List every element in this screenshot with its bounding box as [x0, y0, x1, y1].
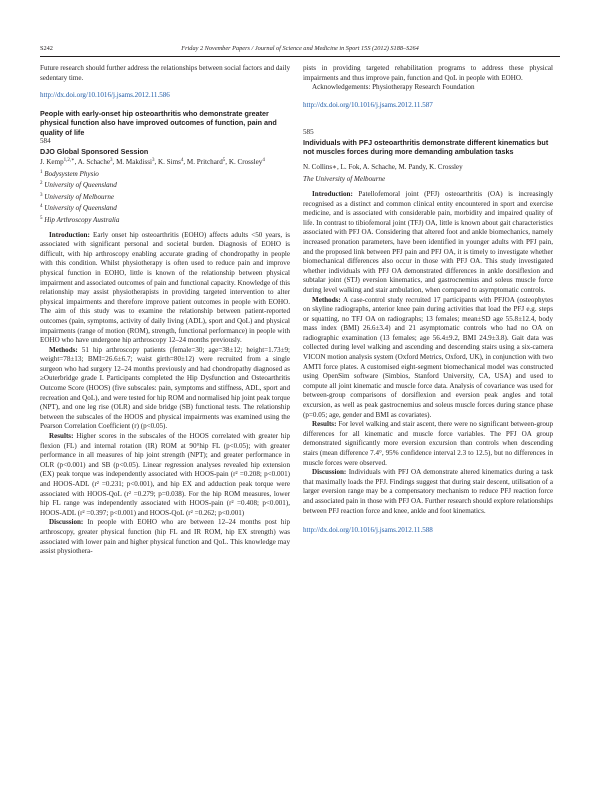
discussion-paragraph: Discussion: Individuals with PFJ OA demonstrate altered kinematics during a task that maximally loads the PFJ. Findings suggest that during stair descent, utilisation of a larger eversion range may be a compensatory mechanism to reduce PFJ reaction force and associated pain in those with PFJ OA. Further research should explore relationships between PFJ reaction force and knee, ankle and foot kinematics.	[303, 468, 553, 515]
methods-paragraph: Methods: 51 hip arthroscopy patients (female=30; age=38±12; height=1.73±9; weight=78±13; BMI=26.6±6.7; waist girth=80±12) were recruited from a single surgeon who had surgery 12–24 months previously and had chondropathy diagnosed as ≥Outerbridge grade I. Participants completed the Hip Dysfunction and Osteoarthritis Outcome Score (HOOS) (five subscales: pain, symptoms and stiffness, ADL, sport and recreation and QoL), and were tested for hip ROM and normalised hip joint peak torque (NPT), and one leg rise (OLR) and side bridge (SB) functional tests. The relationship between the subscales of the HOOS and physical impairments was examined using the Pearson Correlation Coefficient (r) (p<0.05).	[40, 345, 290, 431]
author: M. Pritchard	[186, 158, 223, 166]
acknowledgements: Acknowledgements: Physiotherapy Research Foundation	[312, 83, 475, 92]
abstract-number: 585	[303, 128, 314, 137]
affiliation: $^4$ University of Queensland	[40, 204, 117, 213]
introduction-paragraph: Introduction: Early onset hip osteoarthritis (EOHO) affects adults <50 years, is associated with significant personal and societal burden. Diagnosis of EOHO is difficult, with hip arthroscopy enabling accurate grading of chondropathy in people with this condition. Whilst physiotherapy is often used to reduce pain and improve physical function in EOHO, little is known of the relationship between physical impairment and associated outcomes of pain and functional capacity. Knowledge of this relationship may assist physiotherapists in providing targeted intervention to alter physical impairments and therefore improve patient outcomes in people with EOHO. The aim of this study was to examine the relationship between patient-reported outcomes (pain, symptoms, activity of daily living (ADL), sport and QoL) and physical impairments (range of motion (ROM), strength, functional performance) in people with EOHO who have undergone hip arthroscopy 12–24 months previously.	[40, 230, 291, 345]
right-column	[303, 64, 553, 544]
affiliation: $^3$ University of Melbourne	[40, 192, 115, 201]
abstract-number: 584	[40, 137, 51, 145]
discussion-paragraph: Discussion: In people with EOHO who are between 12–24 months post hip arthroscopy, greater physical function (hip FL and IR ROM, hip EX strength) was associated with lower pain and higher physical function and QoL. This knowledge may assist physiothera-	[40, 518, 290, 556]
introduction-paragraph: Introduction: Patellofemoral joint (PFJ) osteoarthritis (OA) is increasingly recognised as a distinct and common clinical entity encountered in sport and exercise medicine, and is associated with considerable pain, morbidity and impaired quality of life. In contrast to tibiofemoral joint (TFJ) OA, little is known about gait characteristics associated with PFJ OA. Considering that altered foot and ankle biomechanics, namely increased pronation parameters, have been identified in younger adults with PFJ pain, and the proposed link between PFJ pain and PFJ OA, it is timely to investigate whether biomechanical differences also occur in those with PFJ OA. This study investigated whether individuals with PFJ OA demonstrated differences in ankle dorsiflexion and subtalar joint (STJ) eversion kinematics, and gastrocnemius and soleus muscle force during level walking and stair ambulation, when compared to asymptomatic controls.	[303, 189, 553, 294]
affiliation: The University of Melbourne	[303, 175, 386, 184]
author: A. Schache	[77, 158, 111, 166]
abstract-title: Individuals with PFJ osteoarthritis demonstrate different kinematics but not muscles forces during more demanding ambulation tasks	[303, 137, 549, 157]
abstract-title: People with early-onset hip osteoarthritis who demonstrate greater physical function also have improved outcomes of function, pain and quality of life	[40, 108, 277, 137]
running-header	[40, 44, 560, 54]
continued-text: Future research should further address the relationships between social factors and daily sedentary time.	[40, 64, 290, 82]
author-list: N. Collins∗, L. Fok, A. Schache, M. Pandy, K. Crossley	[303, 162, 463, 171]
author: K. Crossley	[228, 158, 263, 166]
author-list: J. Kemp$^{1,2,∗}$, A. Schache$^3$, M. Makdissi$^3$, K. Sims$^4$, M. Pritchard$^5$, K. Crossley$^4$	[40, 158, 265, 166]
session-title: DJO Global Sponsored Session	[40, 146, 149, 156]
author: M. Makdissi	[116, 158, 152, 166]
doi-link[interactable]: http://dx.doi.org/10.1016/j.jsams.2012.11.587	[303, 100, 433, 109]
journal-citation: Friday 2 November Papers / Journal of Science and Medicine in Sport 15S (2012) S188–S264	[181, 45, 419, 52]
left-column	[40, 64, 290, 557]
results-paragraph: Results: Higher scores in the subscales of the HOOS correlated with greater hip flexion (FL) and internal rotation (IR) ROM at 90°hip FL (p<0.05); with greater performance in all measures of hip joint strength (NPT); and greater performance in OLR (p<0.001) and SB (p<0.05). Linear regression analyses revealed hip extension (EX) peak torque was independently associated with HOOS-pain (r² =0.208; p<0.001) and HOOS-ADL (r² =0.231; p<0.001), and hip EX and adduction peak torque were associated with HOOS-QoL (r² =0.279; p=0.038). For the hip ROM measures, lower hip FL range was independently associated with HOOS-pain (r² =0.408; p<0.001), HOOS-ADL (r² =0.397; p<0.001) and HOOS-QoL (r² =0.262; p<0.001)	[40, 432, 290, 517]
affiliation: $^1$ Bodysystem Physio	[40, 169, 99, 178]
doi-link[interactable]: http://dx.doi.org/10.1016/j.jsams.2012.11.586	[40, 91, 170, 100]
affiliation: $^2$ University of Queensland	[40, 181, 117, 190]
page-number: S242	[40, 45, 53, 52]
author: J. Kemp	[40, 158, 64, 166]
affiliation: $^5$ Hip Arthroscopy Australia	[40, 215, 120, 224]
results-paragraph: Results: For level walking and stair ascent, there were no significant between-group differences for all kinematic and muscle force variables. The PFJ OA group demonstrated significantly more eversion excursion than controls when descending stairs (mean difference 7.4°, 95% confidence interval 2.3 to 12.5), but no differences in muscle forces were observed.	[303, 420, 553, 467]
header-rule	[40, 56, 560, 57]
affiliation-list	[40, 168, 290, 226]
doi-link[interactable]: http://dx.doi.org/10.1016/j.jsams.2012.11.588	[303, 526, 433, 535]
author: K. Sims	[158, 158, 181, 166]
continued-text: pists in providing targeted rehabilitation programs to address these physical impairments and thus improve pain, function and QoL in people with EOHO.	[303, 64, 553, 82]
methods-paragraph: Methods: A case-control study recruited 17 participants with PFJOA (osteophytes on skyline radiographs, anterior knee pain during activities that load the PFJ e.g. steps or squatting, no TFJ OA on radiographs; 13 females; mean±SD age 55.8±12.4, body mass index (BMI) 26.6±3.4) and 21 asymptomatic controls who had no OA on radiographic examination (13 females; age 56.4±9.2, BMI 24.9±3.8). Gait data was collected during level walking and ascending and descending stairs using a six-camera VICON motion analysis system (Oxford Metrics, Oxford, UK), in conjunction with two AMTI force plates. A customised eight-segment biomechanical model was constructed using OpenSim software (Simbios, Stanford University, CA, USA) and used to compute all joint kinematic and muscle force data. Analysis of covariance was used for between-group comparisons of dorsiflexion and eversion peak angles and total excursion, as well as peak gastrocnemius and soleus muscle forces during stance phase (p=0.05; age, gender and BMI as covariates).	[303, 295, 553, 419]
